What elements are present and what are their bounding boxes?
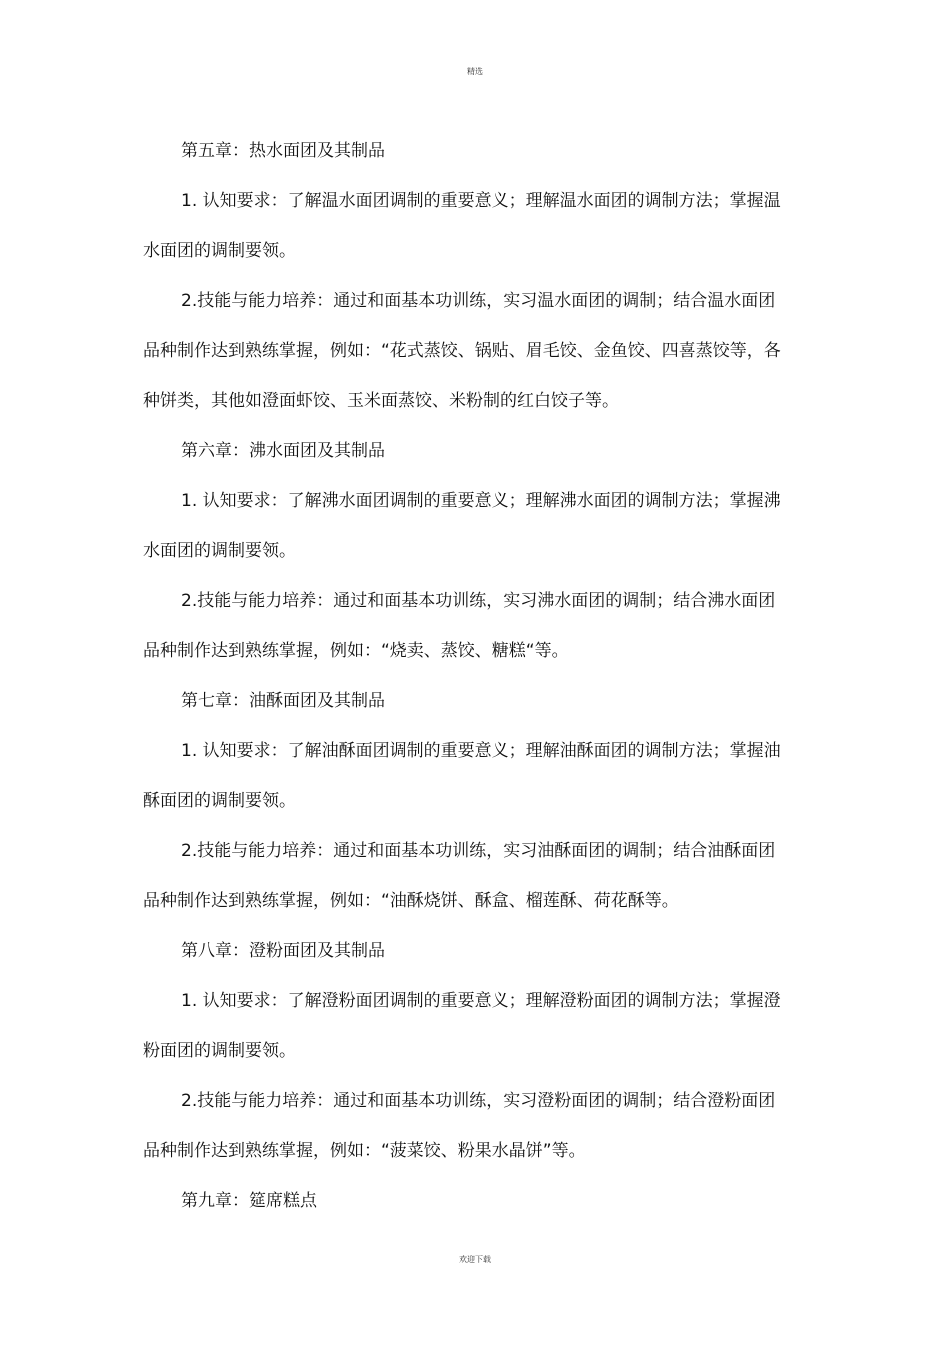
chapter-8-cognitive-requirements: 1. 认知要求：了解澄粉面团调制的重要意义；理解澄粉面团的调制方法；掌握澄粉面团的调制要领。 bbox=[143, 991, 781, 1061]
chapter-7-heading: 第七章：油酥面团及其制品 bbox=[181, 691, 385, 711]
chapter-9-heading: 第九章：筵席糕点 bbox=[181, 1191, 317, 1211]
document-body bbox=[143, 126, 783, 1226]
chapter-5-heading: 第五章：热水面团及其制品 bbox=[181, 141, 385, 161]
chapter-6-heading: 第六章：沸水面团及其制品 bbox=[181, 441, 385, 461]
chapter-8-skills-training: 2.技能与能力培养：通过和面基本功训练，实习澄粉面团的调制；结合澄粉面团品种制作达到熟练掌握，例如：“菠菜饺、粉果水晶饼”等。 bbox=[143, 1091, 776, 1161]
page-footer: 欢迎下载 bbox=[459, 1255, 491, 1264]
chapter-6-cognitive-requirements: 1. 认知要求：了解沸水面团调制的重要意义；理解沸水面团的调制方法；掌握沸水面团的调制要领。 bbox=[143, 491, 781, 561]
chapter-5-skills-training: 2.技能与能力培养：通过和面基本功训练，实习温水面团的调制；结合温水面团品种制作达到熟练掌握，例如：“花式蒸饺、锅贴、眉毛饺、金鱼饺、四喜蒸饺等，各种饼类，其他如澄面虾饺、玉米面蒸饺、米粉制的红白饺子等。 bbox=[143, 291, 781, 411]
chapter-7-cognitive-requirements: 1. 认知要求：了解油酥面团调制的重要意义；理解油酥面团的调制方法；掌握油酥面团的调制要领。 bbox=[143, 741, 781, 811]
chapter-6-skills-training: 2.技能与能力培养：通过和面基本功训练，实习沸水面团的调制；结合沸水面团品种制作达到熟练掌握，例如：“烧卖、蒸饺、糖糕“等。 bbox=[143, 591, 776, 661]
page-header: 精选 bbox=[467, 67, 483, 76]
chapter-8-heading: 第八章：澄粉面团及其制品 bbox=[181, 941, 385, 961]
chapter-5-cognitive-requirements: 1. 认知要求：了解温水面团调制的重要意义；理解温水面团的调制方法；掌握温水面团的调制要领。 bbox=[143, 191, 781, 261]
chapter-7-skills-training: 2.技能与能力培养：通过和面基本功训练，实习油酥面团的调制；结合油酥面团品种制作达到熟练掌握，例如：“油酥烧饼、酥盒、榴莲酥、荷花酥等。 bbox=[143, 841, 776, 911]
